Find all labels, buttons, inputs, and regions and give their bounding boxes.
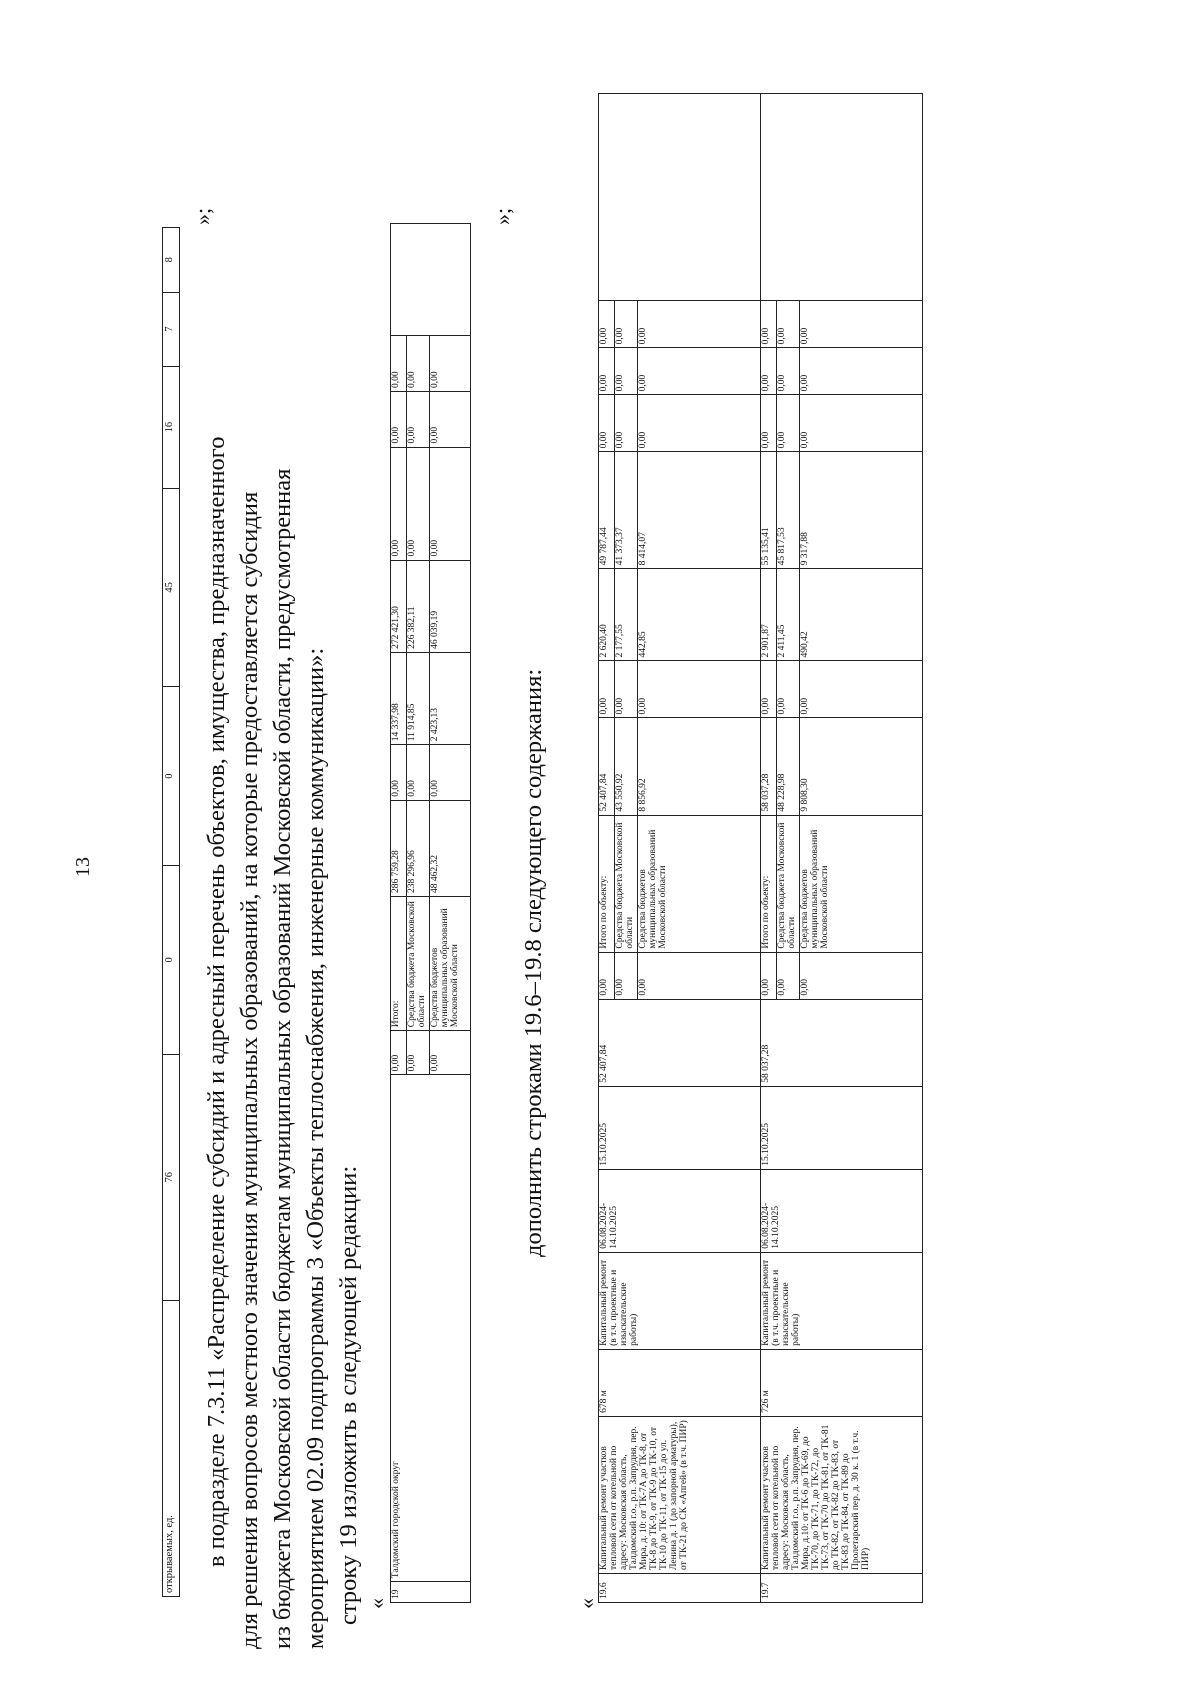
cell-value: 49 787,44 xyxy=(599,452,615,569)
cell-value: 0,00 xyxy=(799,301,922,348)
cell-value: 9 808,30 xyxy=(799,718,922,815)
cell-value: 0,00 xyxy=(391,745,407,801)
funding-source: Средства бюджета Московской области xyxy=(407,896,430,1030)
empty-cell xyxy=(391,224,471,336)
cell-value: 490,42 xyxy=(799,569,922,661)
header-value: 7 xyxy=(163,292,180,366)
add-rows-text: дополнить строками 19.6–19.8 следующего содержания: xyxy=(520,668,547,1257)
cell-value: 0,00 xyxy=(407,745,430,801)
funding-source: Средства бюджета Московской области xyxy=(776,815,799,952)
cell-value: 0,00 xyxy=(615,395,638,452)
cell-value: 48 462,32 xyxy=(429,800,470,896)
cell-value: 0,00 xyxy=(776,952,799,999)
cell-value: 2 901,87 xyxy=(760,569,776,661)
cell-value: 8 414,07 xyxy=(637,452,760,569)
cell-value: 0,00 xyxy=(615,661,638,718)
cell-value: 0,00 xyxy=(799,348,922,395)
cell-value: 0,00 xyxy=(391,1031,407,1075)
cell-value: 2 620,40 xyxy=(599,569,615,661)
cell-value: 0,00 xyxy=(799,661,922,718)
cell-value: 2 177,55 xyxy=(615,569,638,661)
cell-value: 442,85 xyxy=(637,569,760,661)
cell-value: 0,00 xyxy=(599,395,615,452)
cell-value: 0,00 xyxy=(407,336,430,392)
cell-value: 46 039,19 xyxy=(429,560,470,652)
cell-value: 11 914,85 xyxy=(407,652,430,744)
row-number: 19 xyxy=(391,1582,471,1603)
page-number: 13 xyxy=(72,857,94,877)
cost-value: 58 037,28 xyxy=(760,999,922,1086)
header-value: 16 xyxy=(163,366,180,488)
funding-source: Итого: xyxy=(391,896,407,1030)
cell-value: 0,00 xyxy=(599,348,615,395)
cell-value: 0,00 xyxy=(776,301,799,348)
open-date: 15.10.2025 xyxy=(760,1086,922,1169)
cell-value: 0,00 xyxy=(391,336,407,392)
cell-value: 0,00 xyxy=(760,952,776,999)
cell-value: 0,00 xyxy=(407,1031,430,1075)
header-left-label: открываемых, ед. xyxy=(163,1300,180,1596)
cell-value: 0,00 xyxy=(799,395,922,452)
cell-value: 226 382,11 xyxy=(407,560,430,652)
object-length: 726 м xyxy=(760,1349,922,1416)
cell-value: 0,00 xyxy=(760,661,776,718)
cell-value: 41 373,37 xyxy=(615,452,638,569)
cell-value: 45 817,53 xyxy=(776,452,799,569)
cell-value: 9 317,88 xyxy=(799,452,922,569)
cell-value: 0,00 xyxy=(776,661,799,718)
cell-value: 0,00 xyxy=(615,952,638,999)
work-type: Капитальный ремонт (в т.ч. проектные и изыскательские работы) xyxy=(760,1252,922,1349)
paragraph-line: строку 19 изложить в следующей редакции: xyxy=(335,1165,362,1625)
header-value: 0 xyxy=(163,687,180,866)
quote-close-top: »; xyxy=(190,207,215,225)
cell-value: 272 421,30 xyxy=(391,560,407,652)
work-period: 06.08.2024-14.10.2025 xyxy=(760,1169,922,1252)
header-strip xyxy=(162,227,180,1597)
cell-value: 0,00 xyxy=(599,661,615,718)
paragraph-line: в подразделе 7.3.11 «Распределение субсидий и адресный перечень объектов, имущества, предназначенного xyxy=(203,436,230,1567)
row-number: 19.7 xyxy=(760,1573,922,1602)
cell-value: 8 856,92 xyxy=(637,718,760,815)
empty-cell xyxy=(760,94,922,301)
header-value: 8 xyxy=(163,228,180,293)
cell-value: 0,00 xyxy=(429,391,470,447)
cell-value: 0,00 xyxy=(637,348,760,395)
work-period: 06.08.2024-14.10.2025 xyxy=(599,1169,761,1252)
header-value: 76 xyxy=(163,1054,180,1300)
cell-value: 0,00 xyxy=(429,1031,470,1075)
cell-value: 0,00 xyxy=(429,447,470,560)
cell-value: 0,00 xyxy=(637,952,760,999)
object-name: Капитальный ремонт участков тепловой сети от котельной по адресу: Московская область, Талдомский г.о., р.п. Запрудня, пер. Мира, д.10: от ТК-6 до ТК-69, до ТК-70, до ТК-71, до ТК-72, до ТК-73, от ТК-70 до ТК-81, от ТК-81 до ТК-82, от ТК-82 до ТК-83, от ТК-83 до ТК-84, от ТК-89 до Пролетарский пер. д. 30 к. 1 (в т.ч. ПИР) xyxy=(760,1416,922,1573)
cell-value: 238 296,96 xyxy=(407,800,430,896)
cell-value: 0,00 xyxy=(760,395,776,452)
cell-value: 0,00 xyxy=(407,447,430,560)
funding-source: Средства бюджетов муниципальных образований Московской области xyxy=(637,815,760,952)
cell-value: 0,00 xyxy=(391,391,407,447)
cell-value: 52 407,84 xyxy=(599,718,615,815)
quote-close: »; xyxy=(490,207,515,225)
open-date: 15.10.2025 xyxy=(599,1086,761,1169)
row-number: 19.6 xyxy=(599,1573,761,1602)
cell-value: 0,00 xyxy=(799,952,922,999)
cell-value: 0,00 xyxy=(615,348,638,395)
cell-value: 0,00 xyxy=(429,336,470,392)
cell-value: 0,00 xyxy=(429,745,470,801)
funding-source: Средства бюджета Московской области xyxy=(615,815,638,952)
quote-open: « xyxy=(364,1598,389,1609)
funding-source: Итого по объекту: xyxy=(599,815,615,952)
header-value: 0 xyxy=(163,866,180,1055)
header-value: 45 xyxy=(163,488,180,686)
quote-open: « xyxy=(574,1598,599,1609)
row-19-table xyxy=(390,223,471,1603)
cell-value: 58 037,28 xyxy=(760,718,776,815)
cell-value: 2 423,13 xyxy=(429,652,470,744)
paragraph-line: из бюджета Московской области бюджетам муниципальных образований Московской области, предусмотренная xyxy=(269,468,296,1649)
cell-value: 0,00 xyxy=(615,301,638,348)
cell-value: 48 228,98 xyxy=(776,718,799,815)
funding-source: Средства бюджетов муниципальных образований Московской области xyxy=(429,896,470,1030)
cell-value: 0,00 xyxy=(637,395,760,452)
cell-value: 0,00 xyxy=(760,301,776,348)
cell-value: 0,00 xyxy=(407,391,430,447)
object-length: 678 м xyxy=(599,1349,761,1416)
object-name: Капитальный ремонт участков тепловой сети от котельной по адресу: Московская область, Талдомский г.о., р.п. Запрудня, пер. Мира, д. 10: от ТК-7А до ТК-8, от ТК-8 до ТК-9, от ТК-9 до ТК-10, от ТК-10 до ТК-11, от ТК-15 до ул. Ленина д. 1 (до запорной арматуры), от ТК-21 до СК «Апгей» (в т.ч. ПИР) xyxy=(599,1416,761,1573)
cell-value: 0,00 xyxy=(637,661,760,718)
work-type: Капитальный ремонт (в т.ч. проектные и изыскательские работы) xyxy=(599,1252,761,1349)
cell-value: 14 337,98 xyxy=(391,652,407,744)
funding-source: Средства бюджетов муниципальных образований Московской области xyxy=(799,815,922,952)
cell-value: 0,00 xyxy=(599,301,615,348)
paragraph-line: мероприятием 02.09 подпрограммы 3 «Объекты теплоснабжения, инженерные коммуникации»: xyxy=(302,647,329,1649)
cell-value: 0,00 xyxy=(637,301,760,348)
empty-cell xyxy=(599,94,761,301)
paragraph-line: для решения вопросов местного значения муниципальных образований, на которые предоставляется субсидия xyxy=(236,491,263,1649)
cell-value: 0,00 xyxy=(776,348,799,395)
cell-value: 0,00 xyxy=(776,395,799,452)
cell-value: 0,00 xyxy=(599,952,615,999)
cell-value: 0,00 xyxy=(760,348,776,395)
cost-value: 52 407,84 xyxy=(599,999,761,1086)
cell-value: 0,00 xyxy=(391,447,407,560)
cell-value: 2 411,45 xyxy=(776,569,799,661)
funding-source: Итого по объекту: xyxy=(760,815,776,952)
new-rows-table xyxy=(598,93,923,1603)
cell-value: 286 759,28 xyxy=(391,800,407,896)
cell-value: 43 550,92 xyxy=(615,718,638,815)
municipality-name: Талдомский городской округ xyxy=(391,1075,471,1582)
cell-value: 55 135,41 xyxy=(760,452,776,569)
